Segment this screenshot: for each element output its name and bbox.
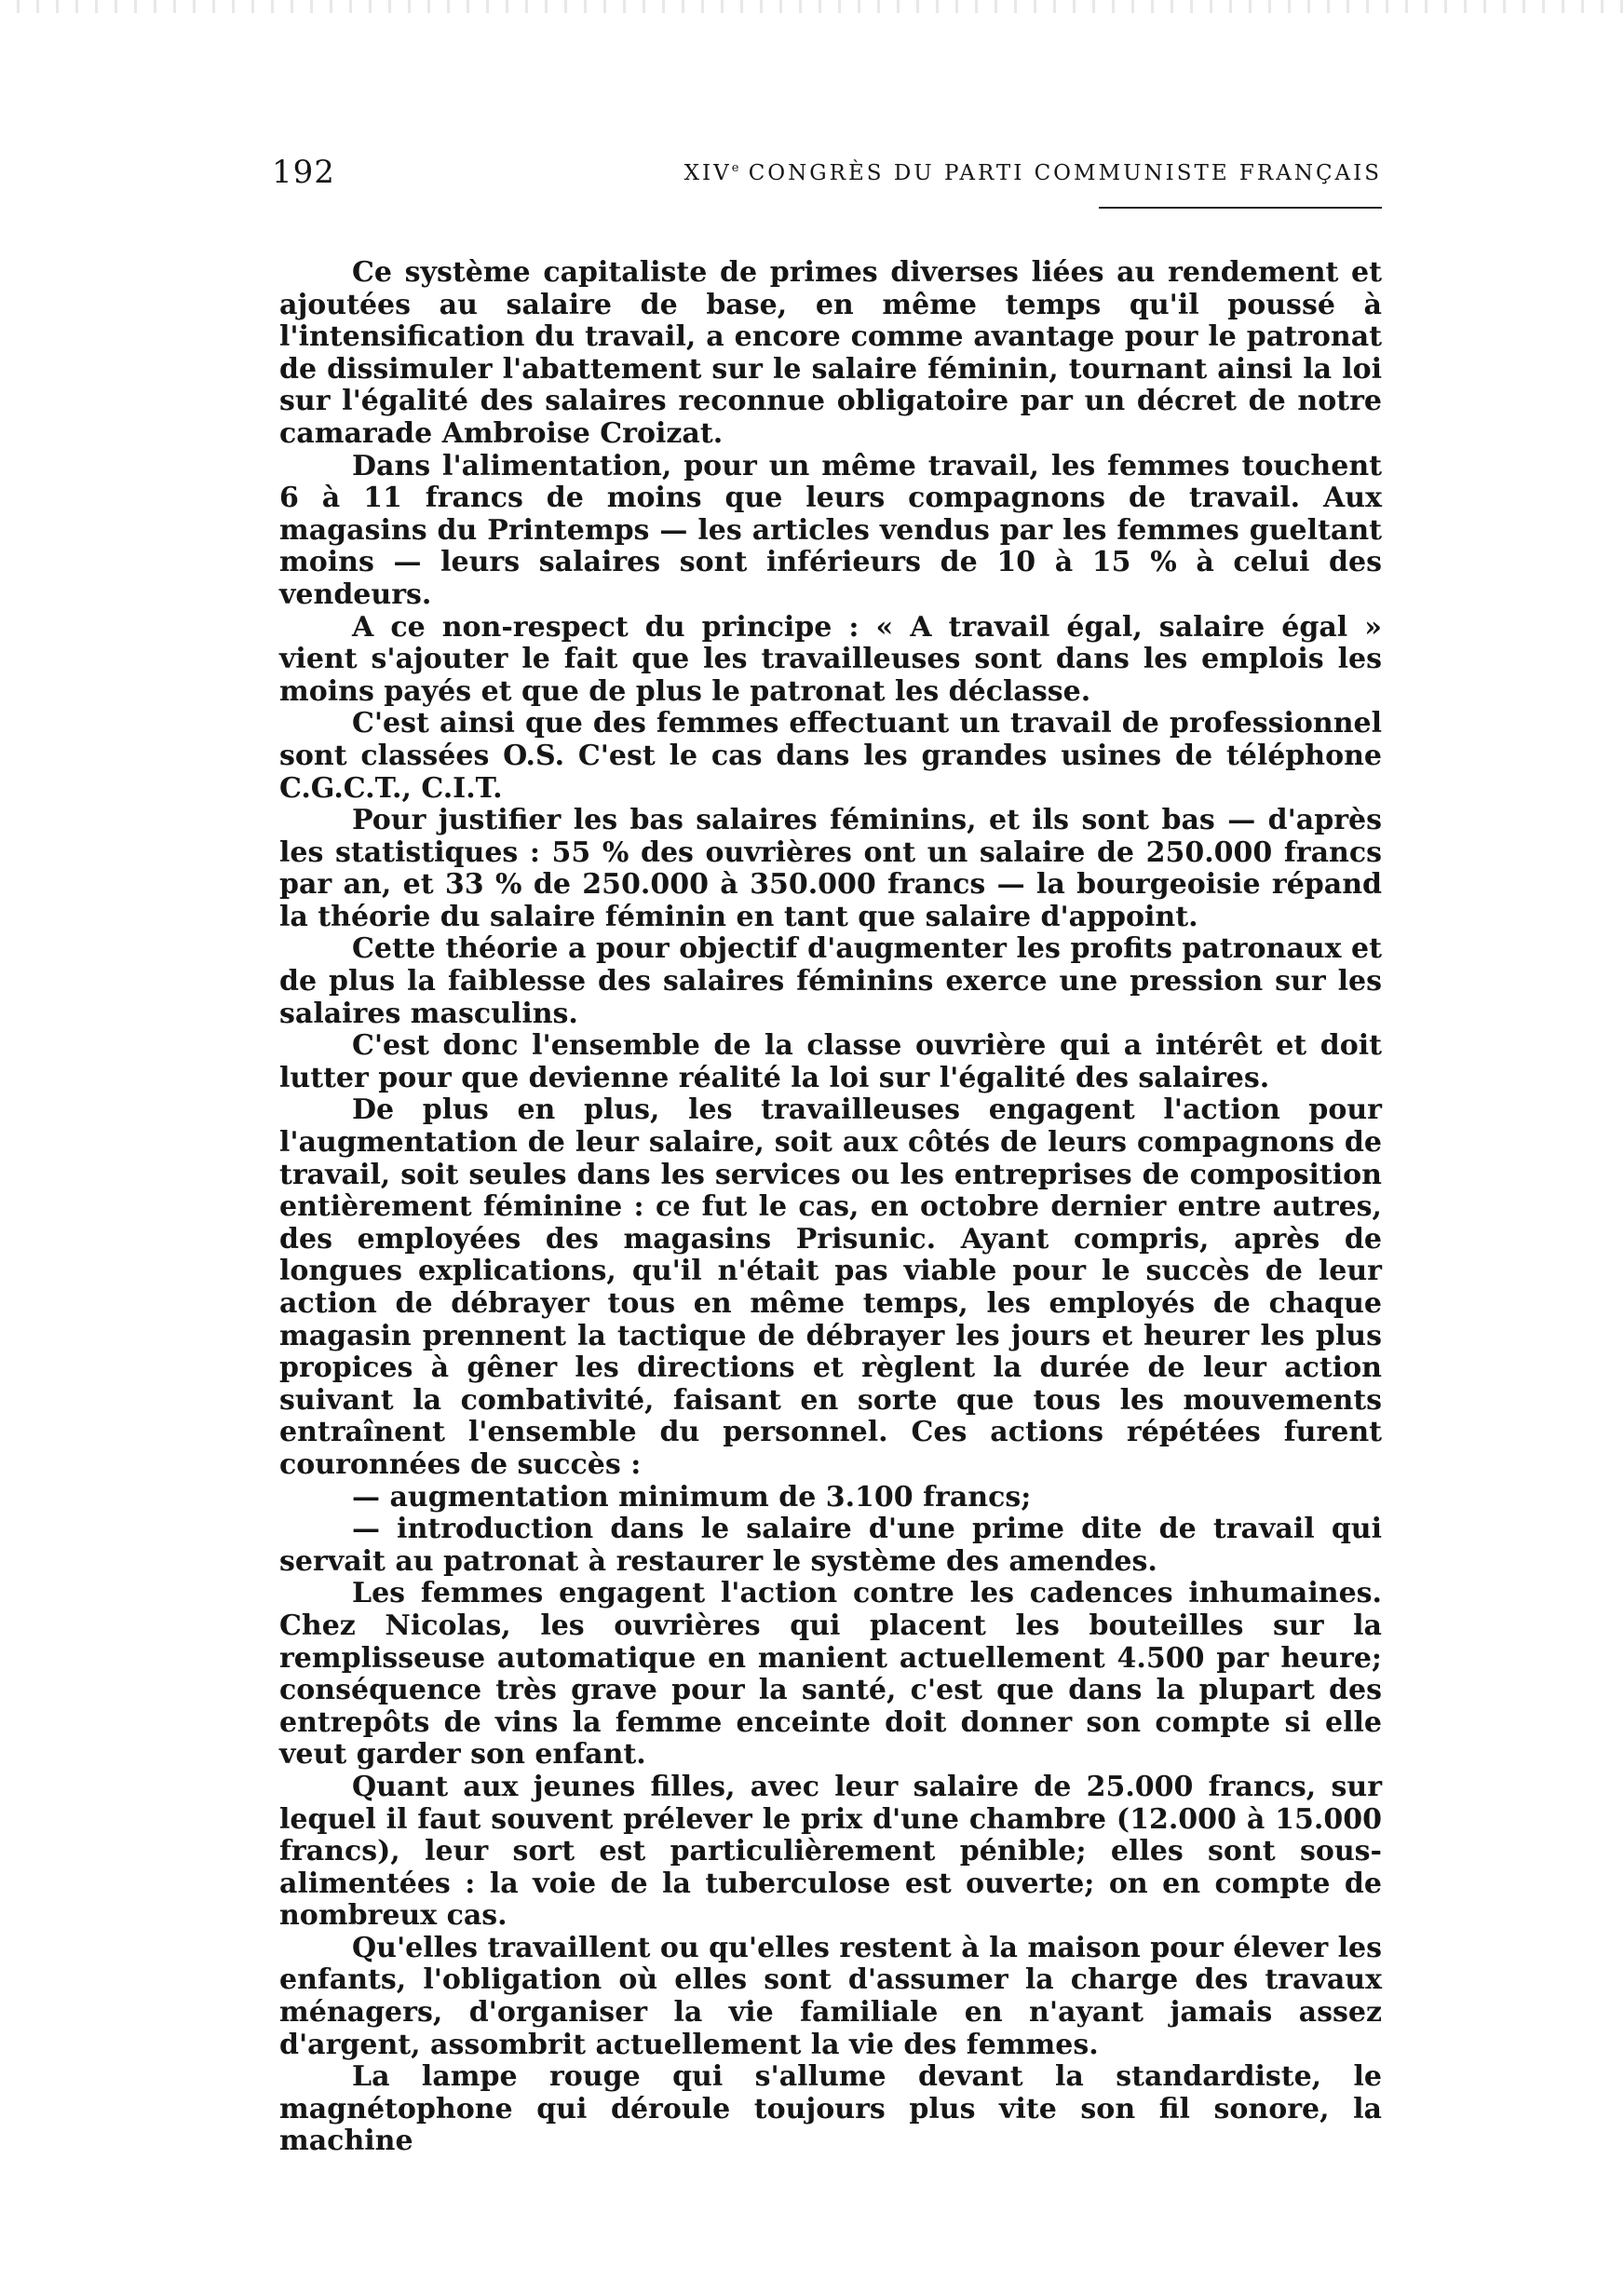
paragraph: Pour justifier les bas salaires féminins, et ils sont bas — d'après les statistiques : 55 % des ouvrières ont un salaire de 250.000 francs par an, et 33 % de 250.000 à 350.000 francs — la bourgeoisie répand la théorie du salaire féminin en tant que salaire d'appoint. xyxy=(279,804,1382,933)
paragraph: Qu'elles travaillent ou qu'elles restent à la maison pour élever les enfants, l'obligation où elles sont d'assumer la charge des travaux ménagers, d'organiser la vie familiale en n'ayant jamais assez d'argent, assombrit actuellement la vie des femmes. xyxy=(279,1931,1382,2061)
paragraph: Quant aux jeunes filles, avec leur salaire de 25.000 francs, sur lequel il faut souvent prélever le prix d'une chambre (12.000 à 15.000 francs), leur sort est particulièrement pénible; elles sont sous-alimentées : la voie de la tuberculose est ouverte; on en compte de nombreux cas. xyxy=(279,1770,1382,1933)
paragraph: C'est donc l'ensemble de la classe ouvrière qui a intérêt et doit lutter pour que devienne réalité la loi sur l'égalité des salaires. xyxy=(279,1029,1382,1094)
header-rule xyxy=(1099,207,1382,209)
body-text xyxy=(279,257,1382,2158)
paragraph: A ce non-respect du principe : « A travail égal, salaire égal » vient s'ajouter le fait que les travailleuses sont dans les emplois les moins payés et que de plus le patronat les déclasse. xyxy=(279,610,1382,708)
list-item: — introduction dans le salaire d'une prime dite de travail qui servait au patronat à restaurer le système des amendes. xyxy=(279,1513,1382,1578)
paragraph: Dans l'alimentation, pour un même travail, les femmes touchent 6 à 11 francs de moins que leurs compagnons de travail. Aux magasins du Printemps — les articles vendus par les femmes gueltant moins — leurs salaires sont inférieurs de 10 à 15 % à celui des vendeurs. xyxy=(279,449,1382,611)
paragraph: Cette théorie a pour objectif d'augmenter les profits patronaux et de plus la faiblesse des salaires féminins exerce une pression sur les salaires masculins. xyxy=(279,932,1382,1030)
running-title xyxy=(684,161,1382,185)
list-item: — augmentation minimum de 3.100 francs; xyxy=(352,1480,1032,1514)
running-title-numeral: XIV xyxy=(683,161,732,185)
running-title-text: CONGRÈS DU PARTI COMMUNISTE FRANÇAIS xyxy=(738,161,1382,185)
paragraph: C'est ainsi que des femmes effectuant un travail de professionnel sont classées O.S. C'est le cas dans les grandes usines de téléphone C.G.C.T., C.I.T. xyxy=(279,707,1382,805)
page-number: 192 xyxy=(272,154,335,191)
paragraph: La lampe rouge qui s'allume devant la standardiste, le magnétophone qui déroule toujours plus vite son fil sonore, la machine xyxy=(279,2060,1382,2158)
paragraph: Ce système capitaliste de primes diverses liées au rendement et ajoutées au salaire de base, en même temps qu'il poussé à l'intensification du travail, a encore comme avantage pour le patronat de dissimuler l'abattement sur le salaire féminin, tournant ainsi la loi sur l'égalité des salaires reconnue obligatoire par un décret de notre camarade Ambroise Croizat. xyxy=(279,256,1382,450)
running-title-superscript: e xyxy=(731,161,739,175)
running-header xyxy=(272,154,1382,200)
scan-edge-artifact xyxy=(0,0,1624,13)
paragraph: Les femmes engagent l'action contre les cadences inhumaines. Chez Nicolas, les ouvrières qui placent les bouteilles sur la remplisseuse automatique en manient actuellement 4.500 par heure; conséquence très grave pour la santé, c'est que dans la plupart des entrepôts de vins la femme enceinte doit donner son compte si elle veut garder son enfant. xyxy=(279,1577,1382,1772)
paragraph: De plus en plus, les travailleuses engagent l'action pour l'augmentation de leur salaire, soit aux côtés de leurs compagnons de travail, soit seules dans les services ou les entreprises de composition entièrement féminine : ce fut le cas, en octobre dernier entre autres, des employées des magasins Prisunic. Ayant compris, après de longues explications, qu'il n'était pas viable pour le succès de leur action de débrayer tous en même temps, les employés de chaque magasin prennent la tactique de débrayer les jours et heurer les plus propices à gêner les directions et règlent la durée de leur action suivant la combativité, faisant en sorte que tous les mouvements entraînent l'ensemble du personnel. Ces actions répétées furent couronnées de succès : xyxy=(279,1093,1382,1481)
